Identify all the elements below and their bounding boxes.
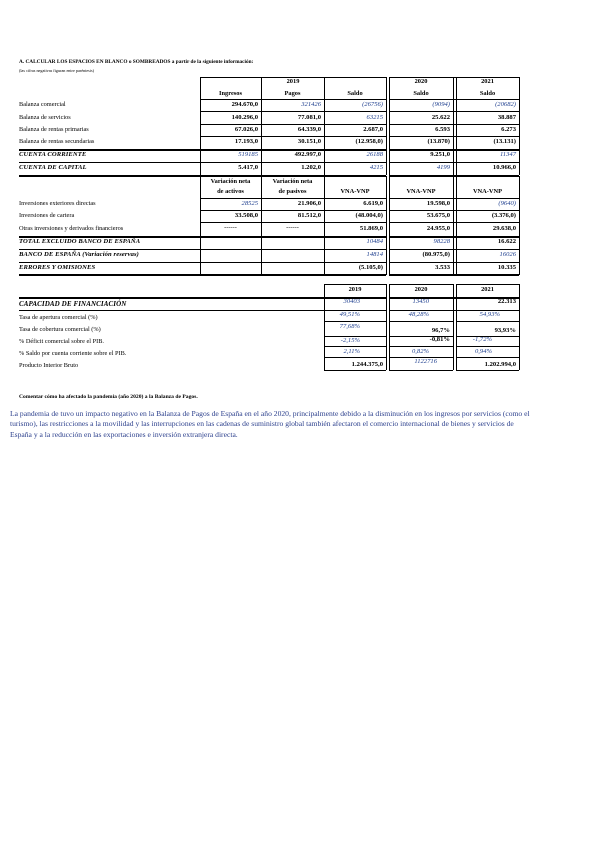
cell-value: 0,94%	[474, 348, 492, 355]
row-label: Producto Interior Bruto	[19, 362, 79, 369]
year-2019-header: 2019	[286, 78, 300, 85]
cell-value: 93,93%	[494, 327, 516, 334]
cell-value: 10484	[366, 238, 383, 245]
row-label: Balanza de servicios	[19, 114, 71, 121]
cell-value: 77.081,0	[297, 114, 321, 121]
cell-value: 51.869,0	[359, 225, 383, 232]
col-vna-2019: VNA-VNP	[340, 188, 370, 195]
cell-value: 25.622	[431, 114, 450, 121]
cell-value: (20682)	[495, 101, 516, 108]
document-title: A. CALCULAR LOS ESPACIOS EN BLANCO o SOMBREADOS a partir de la siguiente información:	[19, 59, 254, 65]
cell-value: 81.512,0	[297, 212, 321, 219]
cell-value: 6.593	[435, 126, 450, 133]
cell-value: 63215	[366, 114, 383, 121]
row-label-cuenta-capital: CUENTA DE CAPITAL	[19, 164, 87, 171]
row-label: Otras inversiones y derivados financieros	[19, 225, 124, 232]
cell-value: 21.906,0	[297, 200, 321, 207]
cell-value: 16.622	[497, 238, 516, 245]
cell-value: 28525	[241, 200, 258, 207]
row-label: Inversiones de cartera	[19, 212, 75, 219]
cell-value: 38.887	[497, 114, 516, 121]
cell-value: 16026	[499, 251, 516, 258]
cell-value: 64.339,0	[297, 126, 321, 133]
row-label-cuenta-corriente: CUENTA CORRIENTE	[19, 151, 87, 158]
cell-value: 14814	[366, 251, 383, 258]
year-2021-header: 2021	[481, 78, 494, 85]
cell-value: (80.975,0)	[422, 251, 450, 258]
row-label: % Déficit comercial sobre el PIB.	[19, 338, 104, 345]
cell-value: 321426	[301, 101, 321, 108]
cell-value: (13.131)	[493, 138, 516, 145]
cell-value: -2,15%	[340, 337, 360, 344]
cell-value: (9640)	[498, 200, 516, 207]
col-vna-2020: VNA-VNP	[406, 188, 436, 195]
col-ingresos: Ingresos	[219, 90, 242, 97]
cell-value: (3.376,0)	[491, 212, 516, 219]
cell-value: 1.202,0	[301, 164, 321, 171]
row-label-capacidad: CAPACIDAD DE FINANCIACIÓN	[19, 300, 127, 308]
row-label: Balanza comercial	[19, 101, 66, 108]
cell-value: 30403	[343, 298, 360, 305]
cell-value: 17.193,0	[234, 138, 258, 145]
cell-value: 10.966,0	[492, 164, 516, 171]
cell-value: (26756)	[362, 101, 383, 108]
col-saldo-2020: Saldo	[413, 90, 429, 97]
row-label-errores: ERRORES Y OMISIONES	[19, 264, 96, 271]
row-label-total: TOTAL EXCLUIDO BANCO DE ESPAÑA	[19, 238, 141, 245]
cell-value: 13450	[412, 298, 429, 305]
cell-value: 294.670,0	[231, 101, 258, 108]
cell-value: 1.244.375,0	[351, 361, 383, 368]
cell-value: 11347	[500, 151, 516, 158]
cell-value: 10.335	[497, 264, 516, 271]
cell-value: 140.296,0	[231, 114, 258, 121]
cell-value: 24.955,0	[426, 225, 450, 232]
cell-value: 22.313	[497, 298, 516, 305]
row-label: Tasa de apertura comercial (%)	[19, 314, 98, 321]
answer-paragraph: La pandemia de tuvo un impacto negativo en la Balanza de Pagos de España en el año 2020, principalmente debido a la disminución en los ingresos por servicios (como el turismo), las restricciones a la movilidad y las interrupciones en las cadenas de suministro global también afectaron el comercio internacional de bienes y servicios de España y a la reducción en las exportaciones e inversión extranjera directa.	[10, 409, 530, 439]
col-pasivos-line2: de pasivos	[278, 188, 307, 195]
cell-value: 96,7%	[431, 327, 450, 334]
col-pasivos-line1: Variación neta	[272, 178, 313, 185]
cell-value: 48,28%	[408, 311, 429, 318]
cell-value: 1122716	[414, 358, 437, 365]
row-label-banco: BANCO DE ESPAÑA (Variación reservas)	[19, 251, 139, 258]
year-2021-header: 2021	[481, 286, 494, 293]
cell-value: ------	[224, 224, 237, 231]
cell-value: 6.619,0	[363, 200, 383, 207]
document-subtitle: (las cifras negativas figuran entre paréntesis)	[19, 68, 94, 73]
cell-value: (13.870)	[427, 138, 450, 145]
cell-value: 26188	[366, 151, 383, 158]
year-2020-header: 2020	[414, 78, 428, 85]
row-label: Tasa de cobertura comercial (%)	[19, 326, 101, 333]
cell-value: 3.533	[435, 264, 450, 271]
row-label: Balanza de rentas primarias	[19, 126, 89, 133]
cell-value: 77,68%	[339, 323, 360, 330]
cell-value: 4199	[436, 164, 450, 171]
row-label: Inversiones exteriores directas	[19, 200, 96, 207]
col-activos-line2: de activos	[217, 188, 244, 195]
col-vna-2021: VNA-VNP	[472, 188, 503, 195]
question-text: Comentar cómo ha afectado la pandemia (año 2020) a la Balanza de Pagos.	[19, 394, 198, 400]
col-saldo-2021: Saldo	[479, 90, 496, 97]
cell-value: -0,81%	[429, 336, 450, 343]
cell-value: 5.417,0	[238, 164, 258, 171]
cell-value: -1,72%	[472, 336, 492, 343]
cell-value: 53.675,0	[426, 212, 450, 219]
cell-value: 98228	[433, 238, 450, 245]
cell-value: 0,82%	[411, 348, 429, 355]
cell-value: 6.273	[501, 126, 516, 133]
cell-value: 49,51%	[339, 311, 360, 318]
col-pagos: Pagos	[284, 90, 301, 97]
col-saldo-2019: Saldo	[347, 90, 363, 97]
cell-value: 67.026,0	[234, 126, 258, 133]
cell-value: 19.598,0	[426, 200, 450, 207]
cell-value: 9.251,0	[430, 151, 450, 158]
cell-value: (9094)	[432, 101, 450, 108]
cell-value: 33.508,0	[234, 212, 258, 219]
cell-value: (5.105,0)	[358, 264, 383, 271]
cell-value: 519185	[238, 151, 258, 158]
cell-value: ------	[286, 224, 299, 231]
cell-value: 2,11%	[343, 348, 360, 355]
year-2020-header: 2020	[414, 286, 428, 293]
cell-value: 2.687,0	[363, 126, 383, 133]
cell-value: 1.202.994,0	[484, 361, 516, 368]
cell-value: 54,93%	[479, 311, 500, 318]
cell-value: (48.004,0)	[355, 212, 383, 219]
cell-value: 29.638,0	[492, 225, 516, 232]
cell-value: 30.151,0	[297, 138, 321, 145]
col-activos-line1: Variación neta	[210, 178, 251, 185]
row-label: % Saldo por cuenta corriente sobre el PIB.	[19, 350, 127, 357]
cell-value: 4215	[369, 164, 383, 171]
row-label: Balanza de rentas secundarias	[19, 138, 95, 145]
year-2019-header: 2019	[348, 286, 362, 293]
cell-value: 492.997,0	[294, 151, 321, 158]
cell-value: (12.958,0)	[355, 138, 383, 145]
